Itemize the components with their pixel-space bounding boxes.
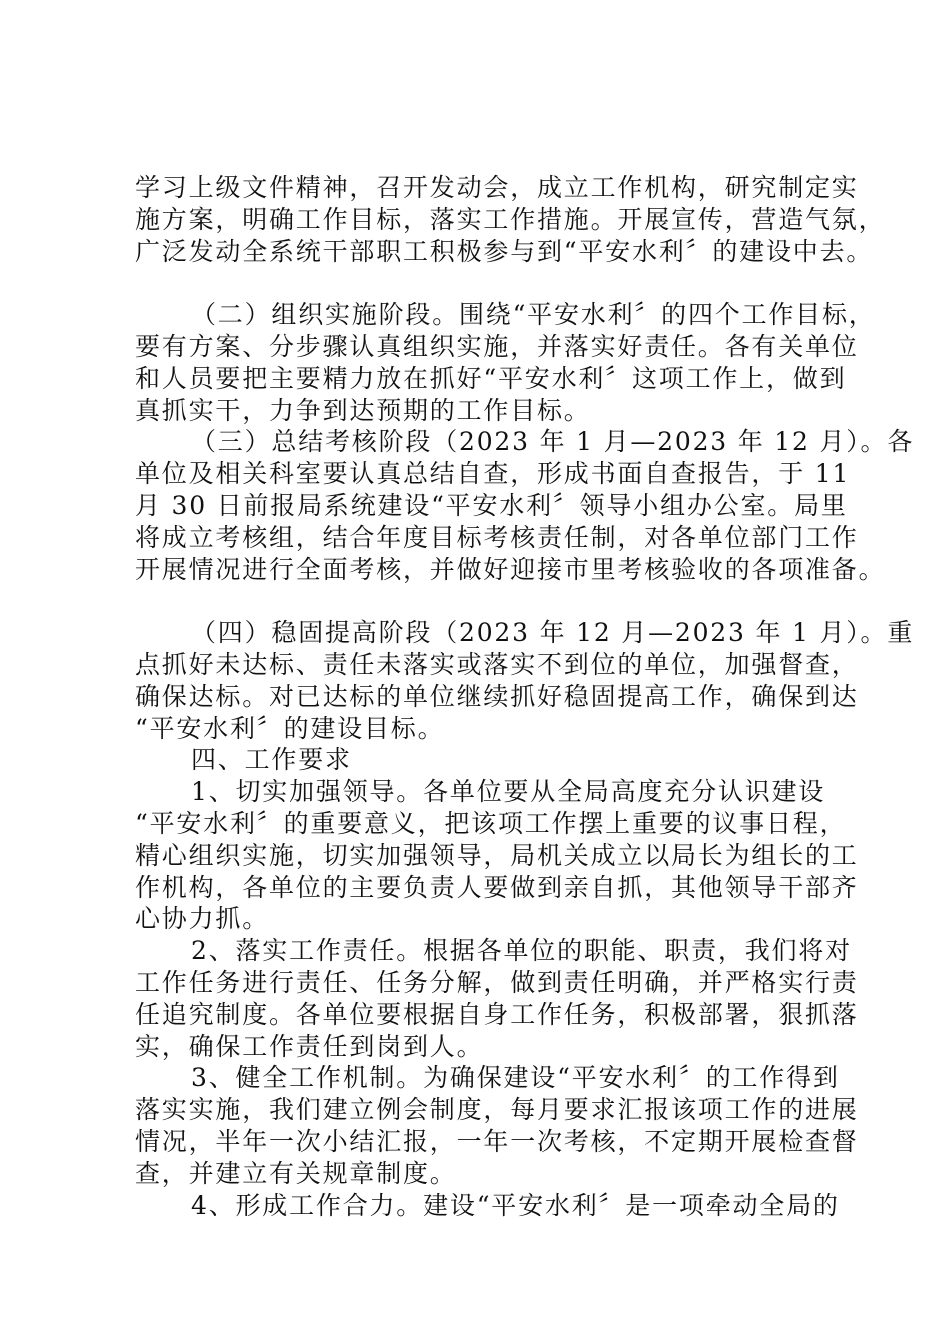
text-line: 2、落实工作责任。根据各单位的职能、职责，我们将对	[191, 936, 852, 966]
text-line: 广泛发动全系统干部职工积极参与到“平安水利〞的建设中去。	[135, 236, 874, 266]
text-line: 3、健全工作机制。为确保建设“平安水利〞的工作得到	[191, 1063, 840, 1093]
text-line: 工作任务进行责任、任务分解，做到责任明确，并严格实行责	[135, 967, 859, 997]
text-line: （三）总结考核阶段（2023 年 1 月—2023 年 12 月）。各	[191, 427, 915, 457]
text-line: “平安水利〞的建设目标。	[135, 713, 445, 743]
paragraph-intro-tail	[135, 172, 886, 267]
text-line: 作机构，各单位的主要负责人要做到亲自抓，其他领导干部齐	[135, 872, 859, 902]
paragraph-req-4	[135, 1190, 840, 1222]
text-line: 确保达标。对已达标的单位继续抓好稳固提高工作，确保到达	[135, 681, 859, 711]
text-line: 点抓好未达标、责任未落实或落实不到位的单位，加强督查，	[135, 649, 859, 679]
text-line: 实，确保工作责任到岗到人。	[135, 1031, 484, 1061]
text-line: 单位及相关科室要认真总结自查，形成书面自查报告，于 11	[135, 459, 851, 489]
paragraph-stage-3	[135, 426, 915, 585]
paragraph-req-2	[135, 935, 859, 1062]
text-line: 施方案，明确工作目标，落实工作措施。开展宣传，营造气氛，	[135, 204, 886, 234]
text-line: 真抓实干，力争到达预期的工作目标。	[135, 395, 591, 425]
paragraph-stage-4	[135, 617, 915, 744]
text-line: 任追究制度。各单位要根据自身工作任务，积极部署，狠抓落	[135, 999, 859, 1029]
text-line: 落实实施，我们建立例会制度，每月要求汇报该项工作的进展	[135, 1095, 859, 1125]
section-heading	[135, 744, 835, 776]
text-line: 学习上级文件精神，召开发动会，成立工作机构，研究制定实	[135, 173, 859, 202]
text-line: （四）稳固提高阶段（2023 年 12 月—2023 年 1 月）。重	[191, 618, 915, 648]
text-line: 要有方案、分步骤认真组织实施，并落实好责任。各有关单位	[135, 331, 859, 361]
paragraph-stage-2	[135, 299, 876, 426]
text-line: 心协力抓。	[135, 904, 270, 934]
text-line: 4、形成工作合力。建设“平安水利〞是一项牵动全局的	[191, 1190, 840, 1220]
text-line: 开展情况进行全面考核，并做好迎接市里考核验收的各项准备。	[135, 554, 886, 584]
paragraph-req-3	[135, 1062, 859, 1189]
text-line: 月 30 日前报局系统建设“平安水利〞领导小组办公室。局里	[135, 490, 848, 520]
text-line: 1、切实加强领导。各单位要从全局高度充分认识建设	[191, 777, 826, 807]
text-line: 将成立考核组，结合年度目标考核责任制，对各单位部门工作	[135, 522, 859, 552]
text-line: 精心组织实施，切实加强领导，局机关成立以局长为组长的工	[135, 840, 859, 870]
text-line: （二）组织实施阶段。围绕“平安水利〞的四个工作目标，	[191, 300, 876, 330]
paragraph-gap	[135, 585, 835, 617]
paragraph-req-1	[135, 776, 859, 935]
document-page	[135, 172, 915, 1221]
text-line: 和人员要把主要精力放在抓好“平安水利〞这项工作上，做到	[135, 363, 847, 393]
text-line: 查，并建立有关规章制度。	[135, 1158, 457, 1188]
paragraph-gap	[135, 267, 835, 299]
heading-text: 四、工作要求	[191, 745, 352, 775]
text-line: 情况，半年一次小结汇报，一年一次考核，不定期开展检查督	[135, 1126, 859, 1156]
text-line: “平安水利〞的重要意义，把该项工作摆上重要的议事日程，	[135, 808, 847, 838]
